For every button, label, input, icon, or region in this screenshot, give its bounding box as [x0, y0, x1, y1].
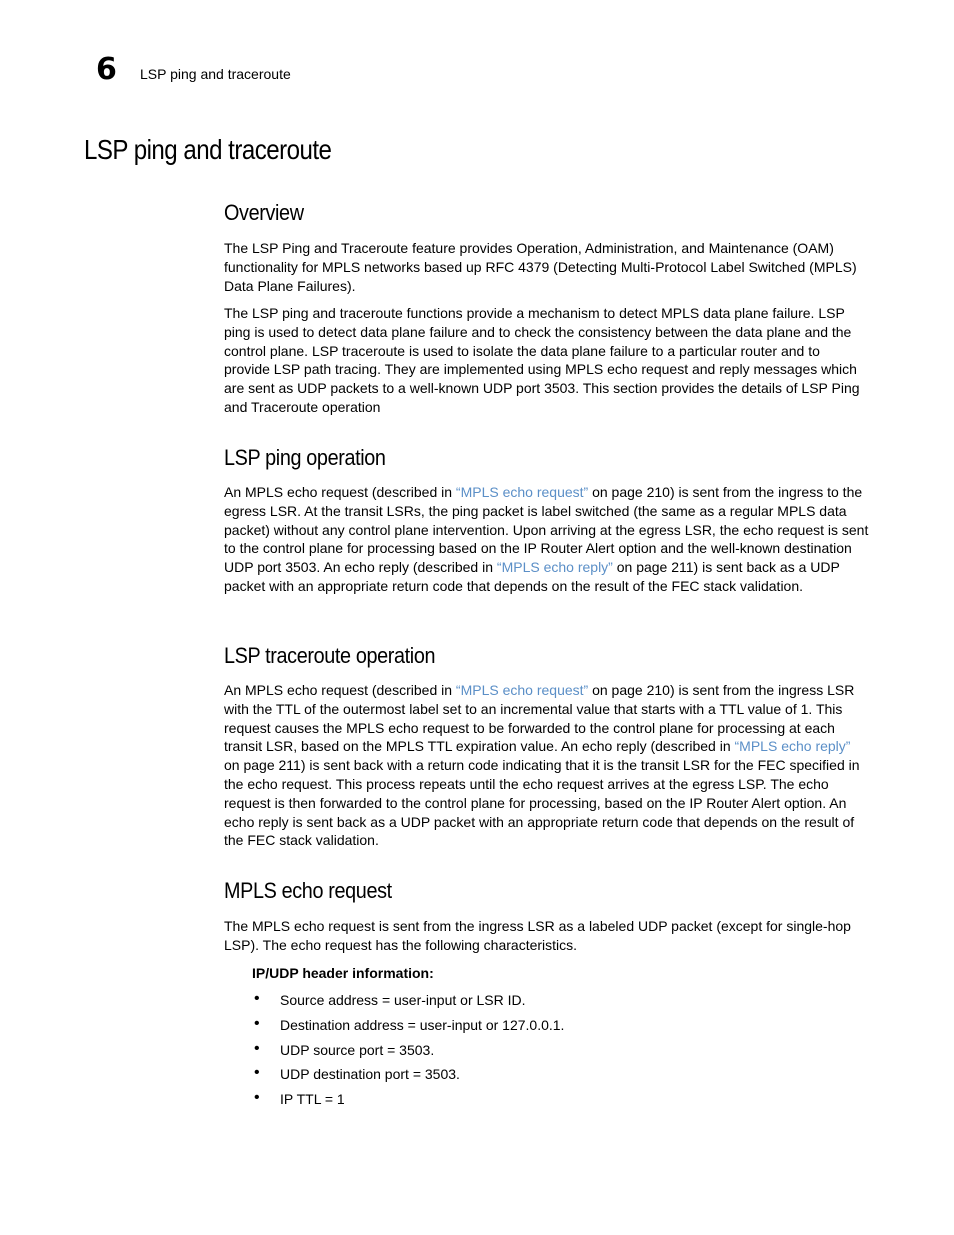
chapter-number: 6: [96, 52, 117, 87]
running-header-title: LSP ping and traceroute: [140, 66, 291, 82]
overview-paragraph-1: The LSP Ping and Traceroute feature provides Operation, Administration, and Maintenance (OAM) functionality for MPLS networks based up RFC 4379 (Detecting Multi-Protocol Label Switched (MPLS) Data Plane Failures).: [224, 240, 857, 294]
mpls-echo-request-paragraph: The MPLS echo request is sent from the ingress LSR as a labeled UDP packet (except for single-hop LSP). The echo request has the following characteristics.: [224, 918, 851, 953]
mpls-echo-request-link[interactable]: “MPLS echo request”: [455, 484, 589, 500]
list-item: • UDP source port = 3503.: [254, 1039, 435, 1058]
overview-paragraph-2: The LSP ping and traceroute functions provide a mechanism to detect MPLS data plane failure. LSP ping is used to detect data plane failure and to check the consistency between the data plane and the control plane. LSP traceroute is used to isolate the data plane failure to a particular router and to provide LSP path tracing. They are implemented using MPLS echo request and reply messages which are sent as UDP packets to a well-known UDP port 3503. This section provides the details of LSP Ping and Traceroute operation: [224, 305, 860, 415]
page-title: LSP ping and traceroute: [84, 134, 332, 165]
header-info-list: [254, 990, 564, 1114]
mpls-echo-reply-link[interactable]: “MPLS echo reply”: [734, 738, 851, 755]
overview-heading: Overview: [224, 200, 304, 225]
bullet-icon: •: [254, 1039, 260, 1057]
mpls-echo-request-link[interactable]: “MPLS echo request”: [455, 682, 589, 698]
list-item: • Destination address = user-input or 127.0.0.1.: [254, 1014, 565, 1033]
list-item: • IP TTL = 1: [254, 1089, 345, 1108]
bullet-icon: •: [254, 1064, 260, 1082]
lsp-traceroute-operation-paragraph: An MPLS echo request (described in “MPLS echo request” on page 210) is sent from the ingress LSR with the TTL of the outermost label set to an incremental value that starts with a TTL value of 1. This request causes the MPLS echo request to be forwarded to the control plane for processing at each transit LSR, based on the MPLS TTL expiration value. An echo reply (described in “MPLS echo reply” on page 211) is sent back with a return code indicating that it is the transit LSR for the FEC specified in the echo request. This process repeats until the echo request arrives at the egress LSP. The echo request is then forwarded to the control plane for processing, based on the IP Router Alert option. An echo reply is sent back as a UDP packet with an appropriate return code that depends on the result of the FEC stack validation.: [224, 682, 860, 849]
lsp-traceroute-operation-heading: LSP traceroute operation: [224, 643, 436, 668]
bullet-icon: •: [254, 1014, 260, 1032]
bullet-icon: •: [254, 1089, 260, 1107]
lsp-ping-operation-paragraph: An MPLS echo request (described in “MPLS echo request” on page 210) is sent from the ingress to the egress LSR. At the transit LSRs, the ping packet is label switched (the same as a regular MPLS data packet) without any control plane intervention. Upon arriving at the egress LSR, the echo request is sent to the control plane for processing based on the IP Router Alert option and the well-known destination UDP port 3503. An echo reply (described in “MPLS echo reply” on page 211) is sent back as a UDP packet with an appropriate return code that depends on the result of the FEC stack validation.: [224, 484, 869, 594]
lsp-ping-operation-heading: LSP ping operation: [224, 445, 386, 470]
bullet-icon: •: [254, 990, 260, 1007]
list-item: • Source address = user-input or LSR ID.: [254, 990, 526, 1008]
ip-udp-header-subheading: IP/UDP header information:: [252, 965, 434, 981]
list-item: • UDP destination port = 3503.: [254, 1064, 460, 1083]
mpls-echo-reply-link[interactable]: “MPLS echo reply”: [496, 559, 613, 576]
mpls-echo-request-heading: MPLS echo request: [224, 878, 392, 903]
